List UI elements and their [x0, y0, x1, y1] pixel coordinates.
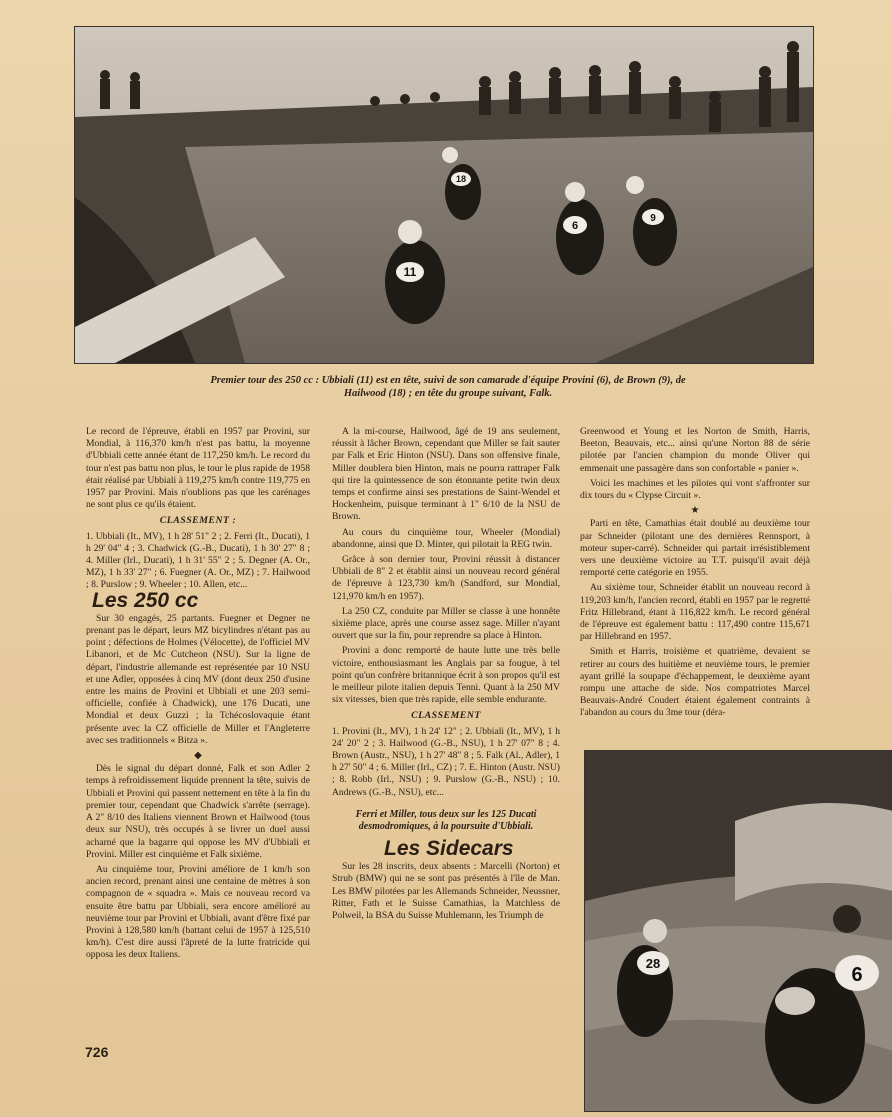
bottom-race-photo — [584, 750, 892, 1112]
classement-heading-2: CLASSEMENT — [411, 710, 481, 722]
paragraph: Au cours du cinquième tour, Wheeler (Mondial) abandonne, ainsi que D. Minter, qui pilotait la REG twin. — [332, 526, 560, 550]
paragraph: Dès le signal du départ donné, Falk et son Adler 2 temps à refroidissement liquide prennent la tête, suivis de Ubbiali et Provini qui passent nettement en tête à la fin du premier tour, cependant que Chadwick s'arrête (serrage). A 2" 8/10 des Italiens viennent Brown et Hailwood (tous deux sur NSU), très occupés à se livrer un duel aussi acharné que la bagarre qui oppose les MV d'Ubbiali et Provini. Miller est cinquième et Falk sixième. — [86, 763, 310, 860]
paragraph: Au sixième tour, Schneider établit un nouveau record à 119,203 km/h, l'ancien record, établi en 1957 par le regretté Fritz Hillebrand, étant à 116,822 km/h. Le record général de l'épreuve est également battu : 117,490 contre 115,671 par Hillebrand en 1957. — [580, 582, 810, 643]
paragraph: Voici les machines et les pilotes qui vont s'affronter sur dix tours du « Clypse Circuit ». — [580, 477, 810, 502]
paragraph: A la mi-course, Hailwood, âgé de 19 ans seulement, réussit à lâcher Brown, cependant que Miller se fait sauter par Falk et Eric Hinton (NSU). Dans son offensive finale, Miller doublera bien Hinton, mais ne pourra rattraper Falk qui tire la quintessence de son étonnante petite twin deux temps et confirme ainsi ses prestations de Saint-Wendel et Hockenheim, puisque terminant à 1" 6/10 de la NSU de Brown. — [332, 426, 560, 523]
section-heading-sidecars: Les Sidecars — [384, 836, 514, 860]
bottom-photo-caption: Ferri et Miller, tous deux sur les 125 Ducati desmodromiques, à la poursuite d'Ubbiali. — [355, 808, 537, 832]
classement-results-2: 1. Provini (It., MV), 1 h 24' 12" ; 2. Ubbiali (It., MV), 1 h 24' 20" 2 ; 3. Hailwood (G.-B., NSU), 1 h 27' 07" 8 ; 4. Brown (Austr., NSU), 1 h 27' 48" 8 ; 5. Falk (Al., Adler), 1 h 27' 50" 4 ; 6. Miller (Irl., CZ) ; 7. E. Hinton (Austr. NSU) ; 8. Robb (Irl., NSU) ; 9. Purslow (G.-B., NSU) ; 10. Andrews (G.-B., NSU), etc... — [332, 725, 560, 798]
paragraph: Smith et Harris, troisième et quatrième, devaient se retirer au cours des huitième et neuvième tours, le premier ayant grillé la soupape d'échappement, le deuxième ayant rompu une attache de side. Nos compatriotes Marcel Beauvais-André Coudert étaient également contraints à l'abandon au cours du 3me tour (déra- — [580, 646, 810, 719]
paragraph: Greenwood et Young et les Norton de Smith, Harris, Beeton, Beauvais, etc... ainsi qu'une Norton 88 de série pilotée par l'ancien champion du monde Oliver qui emmenait une passagère dans son confortable « panier ». — [580, 426, 810, 474]
ornament-diamond: ◆ — [194, 750, 202, 762]
top-photo-caption: Premier tour des 250 cc : Ubbiali (11) est en tête, suivi de son camarade d'équipe Provini (6), de Brown (9), de Hailwood (18) ; en tête du groupe suivant, Falk. — [210, 375, 686, 399]
paragraph: Au cinquième tour, Provini améliore de 1 km/h son ancien record, prenant ainsi une centaine de mètres à son compagnon de « squadra ». Mais ce nouveau record va ensuite être battu par Ubbiali, sera encore amélioré au neuvième tour par Provini et Ubbiali, avant d'être fixé par Provini à 128,580 km/h (battant celui de 1957 à 125,510 km/h). C'est dire aussi l'âpreté de la lutte fratricide qui opposa les deux Italiens. — [86, 863, 310, 961]
classement-heading-1: CLASSEMENT : — [159, 515, 237, 527]
section-heading-250cc: Les 250 cc — [92, 588, 199, 612]
page-number: 726 — [85, 1044, 109, 1060]
star-ornament: ★ — [690, 505, 700, 517]
top-race-photo — [74, 26, 814, 364]
column-1 — [86, 426, 310, 965]
rider-number-28: 28 — [645, 956, 661, 971]
rider-number-18: 18 — [455, 174, 467, 184]
paragraph: Provini a donc remporté de haute lutte une très belle victoire, enthousiasmant les Anglais par sa fougue, à tel point qu'un confrère britannique écrit à son propos qu'il est le meilleur pilote italien depuis Tenni. Quant à la 250 MV six vitesses, bien que très rapide, elle semble endurante. — [332, 645, 560, 706]
paragraph: Sur les 28 inscrits, deux absents : Marcelli (Norton) et Strub (BMW) qui ne se sont pas présentés à l'île de Man. Les BMW pilotées par les Allemands Schneider, Neussner, Ritter, Fath et le Suisse Camathias, la Matchless de Polweil, la BSA du Suisse Muhlemann, les Triumph de — [332, 861, 560, 921]
column-3 — [580, 426, 810, 723]
intro-paragraph: Le record de l'épreuve, établi en 1957 par Provini, sur Mondial, à 116,370 km/h n'est pas battu, la moyenne d'Ubbiali cette année étant de 117,250 km/h. Le record du tour n'est pas battu non plus, le tour le plus rapide de 1958 était réalisé par Ubbiali à 119,275 km/h contre 119,775 en 1957 par Provini. Mais n'oublions pas que les carénages ne sont plus ce qu'ils étaient. — [86, 426, 310, 511]
paragraph: Grâce à son dernier tour, Provini réussit à distancer Ubbiali de 8" 2 et établit ainsi un nouveau record général de l'épreuve à 123,730 km/h (Sandford, sur Mondial, 121,970 km/h en 1957). — [332, 554, 560, 602]
paragraph: Sur 30 engagés, 25 partants. Fuegner et Degner ne prenant pas le départ, leurs MZ bicylindres n'étant pas au point ; défections de Holmes (Vélocette), de l'officiel MV Libanori, et de Mc Cutcheon (NSU). Sur la ligne de départ, l'industrie allemande est représentée par 10 NSU et une Adler, opposées à cinq MV (dont deux 250 d'usine entre les mains de Provini et Ubbiali et une 203 semi-officielle, confiée à Chadwick), une 176 Ducati, une Mondial et deux Guzzi ; la Tchécoslovaquie étant présente avec la CZ officielle de Miller et l'Angleterre avec ses traditionnels « Bitza ». — [86, 612, 310, 746]
column-2 — [332, 426, 560, 925]
rider-number-9: 9 — [650, 213, 656, 224]
paragraph: La 250 CZ, conduite par Miller se classe à une honnête sixième place, après une course assez sage. Miller n'ayant ouvert que sur la fin, pour reprendre sa place à Hinton. — [332, 605, 560, 642]
classement-results-1: 1. Ubbiali (It., MV), 1 h 28' 51" 2 ; 2. Ferri (It., Ducati), 1 h 29' 04" 4 ; 3. Chadwick (G.-B., Ducati), 1 h 30' 27" 8 ; 4. Miller (Irl., Ducati), 1 h 31' 55" 2 ; 5. Degner (A. Or., MZ), 1 h 33' 27" ; 6. Fuegner (A. Or., MZ) ; 7. Hailwood ; 8. Purslow ; 9. Wheeler ; 10. Allen, etc... — [86, 530, 310, 591]
rider-number-6-bottom: 6 — [851, 964, 863, 986]
paragraph: Parti en tête, Camathias était doublé au deuxième tour par Schneider (pilotant une des dernières Rennsport, à moteur super-carré). Schneider qui partait irrésistiblement vers une deuxième victoire au T.T. puisqu'il avait déjà remporté cette catégorie en 1955. — [580, 518, 810, 579]
rider-number-11: 11 — [403, 265, 417, 279]
rider-number-6: 6 — [571, 220, 579, 232]
